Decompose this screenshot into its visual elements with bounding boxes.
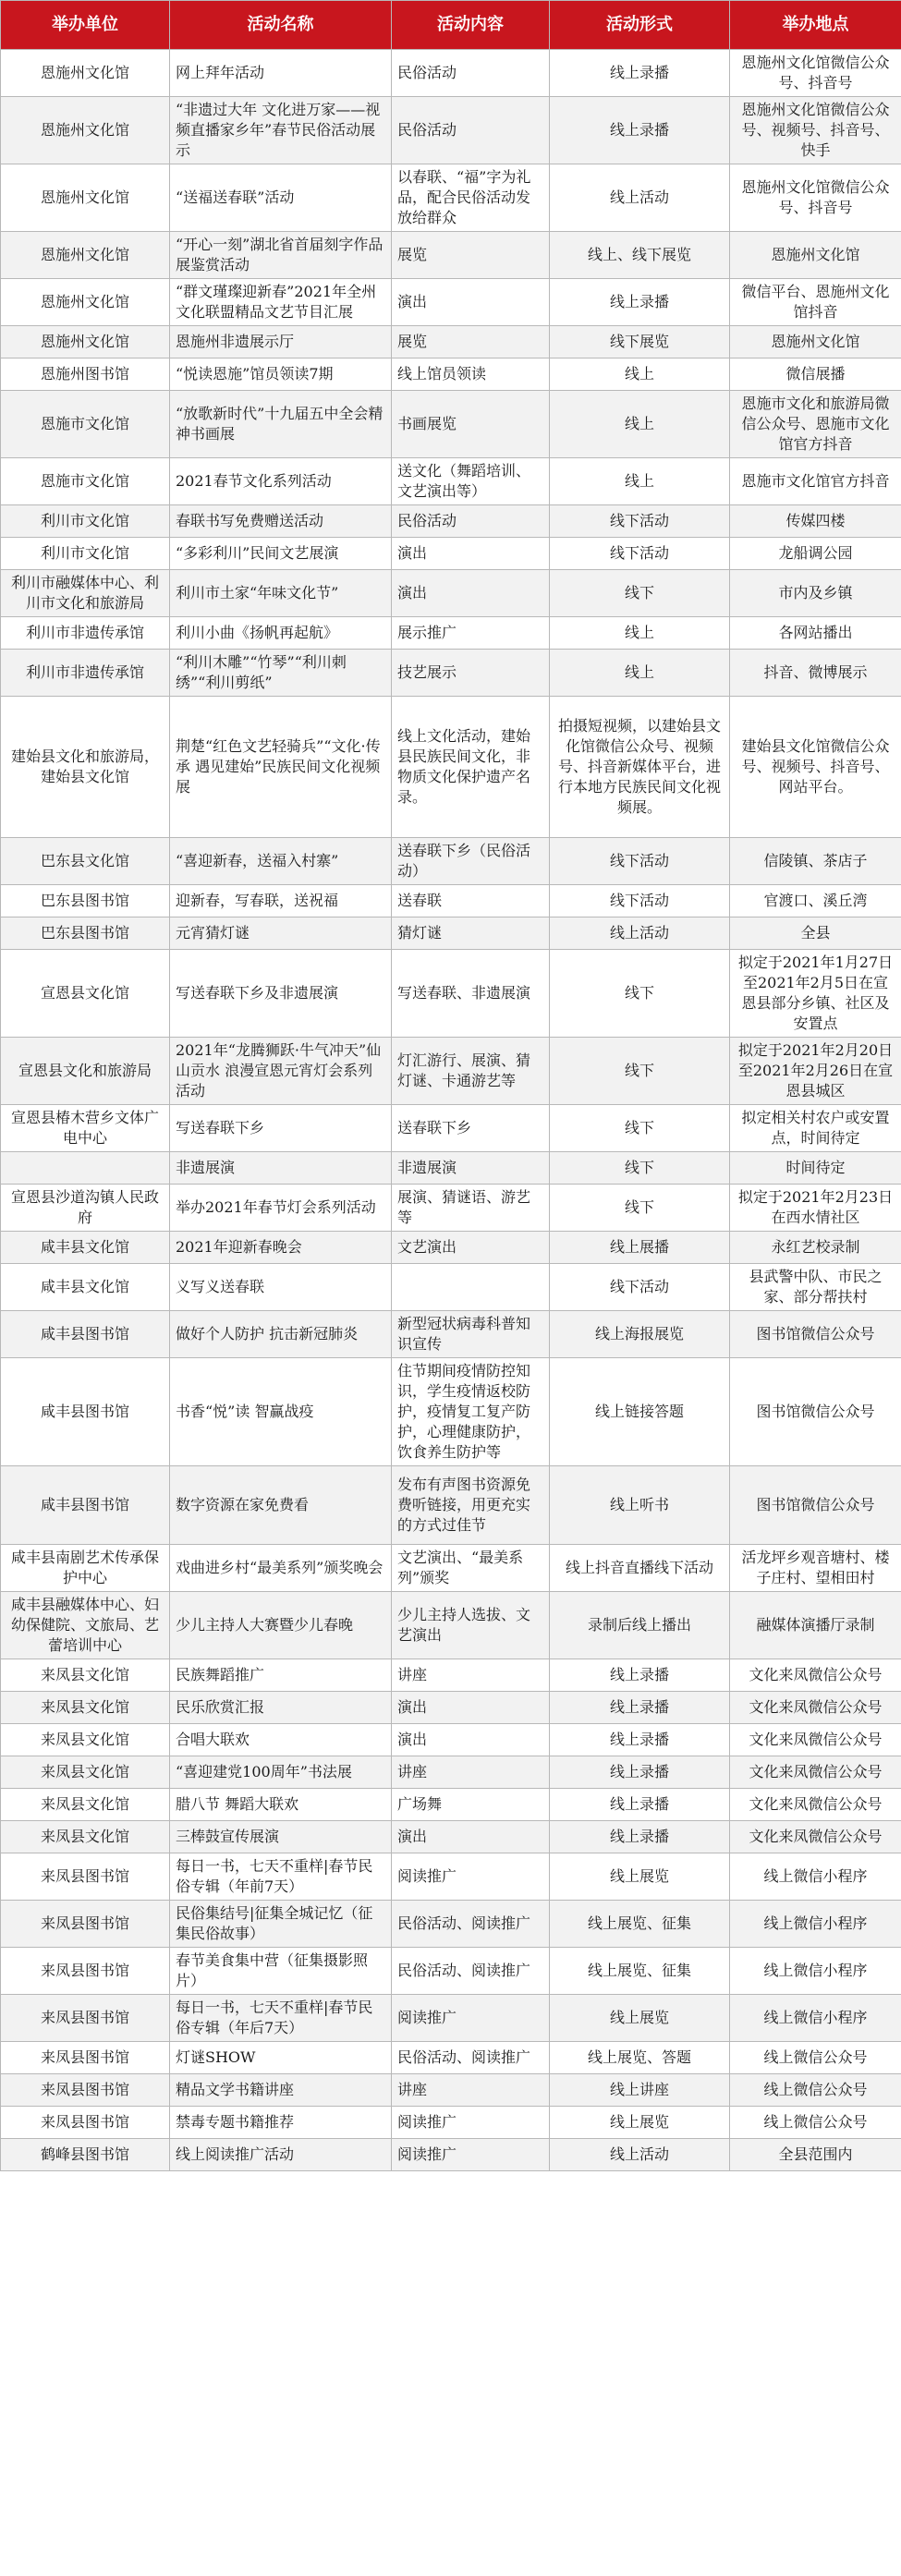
cell-event-location: 线上微信小程序	[730, 1901, 901, 1948]
cell-event-form: 线上	[550, 650, 730, 697]
cell-event-form: 线下活动	[550, 538, 730, 570]
table-row	[1, 917, 901, 950]
cell-event-location: 抖音、微博展示	[730, 650, 901, 697]
cell-event-form: 线上展览	[550, 1853, 730, 1901]
table-row	[1, 1105, 901, 1152]
cell-organizer: 恩施州文化馆	[1, 326, 170, 358]
cell-event-form: 线上听书	[550, 1466, 730, 1545]
cell-event-form: 线上录播	[550, 1724, 730, 1756]
cell-organizer	[1, 1152, 170, 1185]
table-row	[1, 232, 901, 279]
table-row	[1, 50, 901, 97]
table-row	[1, 391, 901, 458]
cell-organizer: 来凤县文化馆	[1, 1756, 170, 1789]
cell-event-form: 线上活动	[550, 2139, 730, 2171]
table-row	[1, 570, 901, 617]
cell-event-content: 民俗活动、阅读推广	[392, 1948, 550, 1995]
cell-event-content: 阅读推广	[392, 2139, 550, 2171]
cell-event-location: 线上微信公众号	[730, 2074, 901, 2107]
cell-event-content: 灯汇游行、展演、猜灯谜、卡通游艺等	[392, 1038, 550, 1105]
table-row	[1, 2107, 901, 2139]
cell-event-name: 荆楚“红色文艺轻骑兵”“文化·传承 遇见建始”民族民间文化视频展	[170, 697, 392, 838]
cell-organizer: 咸丰县融媒体中心、妇幼保健院、文旅局、艺蕾培训中心	[1, 1592, 170, 1659]
cell-event-form: 线上录播	[550, 1821, 730, 1853]
cell-event-name: 2021春节文化系列活动	[170, 458, 392, 505]
cell-event-form: 线上、线下展览	[550, 232, 730, 279]
cell-event-content: 送春联下乡	[392, 1105, 550, 1152]
table-row	[1, 97, 901, 164]
cell-event-form: 线下	[550, 1152, 730, 1185]
cell-organizer: 来凤县文化馆	[1, 1724, 170, 1756]
cell-event-name: “放歌新时代”十九届五中全会精神书画展	[170, 391, 392, 458]
cell-event-location: 拟定于2021年2月20日 至2021年2月26日在宣恩县城区	[730, 1038, 901, 1105]
cell-event-location: 文化来凤微信公众号	[730, 1692, 901, 1724]
cell-organizer: 来凤县文化馆	[1, 1659, 170, 1692]
cell-event-content: 技艺展示	[392, 650, 550, 697]
cell-organizer: 来凤县图书馆	[1, 1853, 170, 1901]
cell-organizer: 咸丰县图书馆	[1, 1311, 170, 1358]
cell-event-content: 送春联下乡（民俗活动）	[392, 838, 550, 885]
cell-event-location: 线上微信公众号	[730, 2107, 901, 2139]
cell-event-content: 演出	[392, 1692, 550, 1724]
cell-event-form: 线上展览	[550, 1995, 730, 2042]
cell-event-location: 信陵镇、茶店子	[730, 838, 901, 885]
cell-organizer: 巴东县图书馆	[1, 885, 170, 917]
cell-event-form: 线上展览、征集	[550, 1901, 730, 1948]
cell-event-form: 线下展览	[550, 326, 730, 358]
table-row	[1, 1692, 901, 1724]
table-row	[1, 1789, 901, 1821]
cell-organizer: 宣恩县沙道沟镇人民政府	[1, 1185, 170, 1232]
cell-event-name: 少儿主持人大赛暨少儿春晚	[170, 1592, 392, 1659]
cell-organizer: 来凤县文化馆	[1, 1821, 170, 1853]
cell-event-name: 每日一书，七天不重样|春节民俗专辑（年后7天）	[170, 1995, 392, 2042]
table-row	[1, 1185, 901, 1232]
table-row	[1, 1901, 901, 1948]
cell-event-content: 展览	[392, 326, 550, 358]
cell-event-form: 线下活动	[550, 1264, 730, 1311]
cell-event-location: 融媒体演播厅录制	[730, 1592, 901, 1659]
table-row	[1, 279, 901, 326]
table-row	[1, 1756, 901, 1789]
cell-event-location: 拟定相关村农户或安置点，时间待定	[730, 1105, 901, 1152]
cell-event-name: 写送春联下乡	[170, 1105, 392, 1152]
cell-event-content: 演出	[392, 570, 550, 617]
cell-organizer: 来凤县图书馆	[1, 2107, 170, 2139]
cell-event-form: 线上讲座	[550, 2074, 730, 2107]
table-row	[1, 1232, 901, 1264]
cell-event-name: “群文瑾璨迎新春”2021年全州文化联盟精品文艺节目汇展	[170, 279, 392, 326]
cell-event-content: 文艺演出	[392, 1232, 550, 1264]
cell-event-content: 猜灯谜	[392, 917, 550, 950]
cell-event-content: 民俗活动	[392, 97, 550, 164]
cell-event-content: 广场舞	[392, 1789, 550, 1821]
cell-organizer: 咸丰县文化馆	[1, 1232, 170, 1264]
cell-event-content: 展示推广	[392, 617, 550, 650]
table-row	[1, 697, 901, 838]
cell-event-content: 讲座	[392, 1659, 550, 1692]
cell-organizer: 来凤县图书馆	[1, 2042, 170, 2074]
cell-event-content: 讲座	[392, 2074, 550, 2107]
cell-event-name: 春联书写免费赠送活动	[170, 505, 392, 538]
cell-event-location: 全县	[730, 917, 901, 950]
cell-event-name: 利川市土家“年味文化节”	[170, 570, 392, 617]
cell-event-name: 义写义送春联	[170, 1264, 392, 1311]
cell-event-form: 线下	[550, 1038, 730, 1105]
cell-organizer: 宣恩县椿木营乡文体广电中心	[1, 1105, 170, 1152]
cell-event-name: “悦读恩施”馆员领读7期	[170, 358, 392, 391]
cell-event-location: 恩施市文化和旅游局微信公众号、恩施市文化馆官方抖音	[730, 391, 901, 458]
cell-event-location: 全县范围内	[730, 2139, 901, 2171]
header-event-name: 活动名称	[170, 1, 392, 50]
table-row	[1, 1038, 901, 1105]
cell-event-location: 文化来凤微信公众号	[730, 1789, 901, 1821]
cell-event-content: 演出	[392, 279, 550, 326]
cell-organizer: 咸丰县南剧艺术传承保护中心	[1, 1545, 170, 1592]
cell-event-content: 线上馆员领读	[392, 358, 550, 391]
cell-event-form: 线上展览	[550, 2107, 730, 2139]
cell-event-form: 线上录播	[550, 279, 730, 326]
cell-event-location: 文化来凤微信公众号	[730, 1821, 901, 1853]
cell-event-name: 精品文学书籍讲座	[170, 2074, 392, 2107]
cell-organizer: 恩施州文化馆	[1, 97, 170, 164]
cell-event-content: 书画展览	[392, 391, 550, 458]
cell-event-name: 数字资源在家免费看	[170, 1466, 392, 1545]
cell-event-form: 线上海报展览	[550, 1311, 730, 1358]
cell-event-location: 活龙坪乡观音塘村、楼子庄村、望相田村	[730, 1545, 901, 1592]
cell-organizer: 咸丰县文化馆	[1, 1264, 170, 1311]
cell-organizer: 建始县文化和旅游局，建始县文化馆	[1, 697, 170, 838]
cell-organizer: 来凤县图书馆	[1, 1948, 170, 1995]
cell-event-location: 恩施市文化馆官方抖音	[730, 458, 901, 505]
cell-organizer: 利川市文化馆	[1, 538, 170, 570]
cell-event-location: 建始县文化馆微信公众号、视频号、抖音号、网站平台。	[730, 697, 901, 838]
cell-event-form: 线上录播	[550, 1692, 730, 1724]
table-row	[1, 458, 901, 505]
cell-event-form: 线下	[550, 950, 730, 1038]
cell-event-location: 恩施州文化馆微信公众号、抖音号	[730, 50, 901, 97]
cell-organizer: 鹤峰县图书馆	[1, 2139, 170, 2171]
cell-organizer: 利川市融媒体中心、利川市文化和旅游局	[1, 570, 170, 617]
cell-event-content: 民俗活动、阅读推广	[392, 2042, 550, 2074]
cell-event-location: 拟定于2021年1月27日 至2021年2月5日在宣恩县部分乡镇、社区及安置点	[730, 950, 901, 1038]
table-row	[1, 1466, 901, 1545]
table-header-row	[1, 1, 901, 50]
cell-event-form: 线上录播	[550, 1789, 730, 1821]
cell-event-name: 民乐欣赏汇报	[170, 1692, 392, 1724]
cell-event-form: 拍摄短视频，以建始县文化馆微信公众号、视频号、抖音新媒体平台，进行本地方民族民间文化视频展。	[550, 697, 730, 838]
cell-event-form: 线上	[550, 358, 730, 391]
cell-event-form: 线下活动	[550, 838, 730, 885]
cell-event-location: 恩施州文化馆微信公众号、抖音号	[730, 164, 901, 232]
cell-event-form: 线上	[550, 391, 730, 458]
cell-event-name: 三棒鼓宣传展演	[170, 1821, 392, 1853]
header-organizer: 举办单位	[1, 1, 170, 50]
cell-event-content: 演出	[392, 1821, 550, 1853]
cell-organizer: 恩施州图书馆	[1, 358, 170, 391]
cell-event-name: 书香“悦”读 智赢战疫	[170, 1358, 392, 1466]
cell-event-content: 发布有声图书资源免费听链接，用更充实的方式过佳节	[392, 1466, 550, 1545]
table-row	[1, 1545, 901, 1592]
cell-event-name: 非遗展演	[170, 1152, 392, 1185]
cell-event-name: 春节美食集中营（征集摄影照片）	[170, 1948, 392, 1995]
cell-event-content: 送文化（舞蹈培训、文艺演出等）	[392, 458, 550, 505]
cell-organizer: 巴东县图书馆	[1, 917, 170, 950]
cell-event-name: 合唱大联欢	[170, 1724, 392, 1756]
cell-event-form: 线下	[550, 1185, 730, 1232]
cell-event-form: 线上录播	[550, 97, 730, 164]
cell-event-content: 阅读推广	[392, 1853, 550, 1901]
cell-event-location: 线上微信小程序	[730, 1853, 901, 1901]
cell-event-content	[392, 1264, 550, 1311]
cell-event-name: “送福送春联”活动	[170, 164, 392, 232]
cell-event-location: 图书馆微信公众号	[730, 1466, 901, 1545]
table-row	[1, 1948, 901, 1995]
cell-event-name: 民俗集结号|征集全城记忆（征集民俗故事）	[170, 1901, 392, 1948]
cell-event-name: 2021年迎新春晚会	[170, 1232, 392, 1264]
cell-event-form: 线上链接答题	[550, 1358, 730, 1466]
cell-event-location: 恩施州文化馆	[730, 232, 901, 279]
cell-event-name: 元宵猜灯谜	[170, 917, 392, 950]
table-row	[1, 1821, 901, 1853]
table-row	[1, 2139, 901, 2171]
cell-organizer: 利川市文化馆	[1, 505, 170, 538]
cell-organizer: 咸丰县图书馆	[1, 1358, 170, 1466]
cell-organizer: 利川市非遗传承馆	[1, 650, 170, 697]
cell-event-content: 送春联	[392, 885, 550, 917]
cell-event-name: 恩施州非遗展示厅	[170, 326, 392, 358]
cell-event-location: 恩施州文化馆微信公众号、视频号、抖音号、快手	[730, 97, 901, 164]
cell-event-location: 文化来凤微信公众号	[730, 1659, 901, 1692]
cell-organizer: 来凤县图书馆	[1, 1901, 170, 1948]
table-row	[1, 838, 901, 885]
cell-event-content: 线上文化活动，建始县民族民间文化，非物质文化保护遗产名录。	[392, 697, 550, 838]
cell-event-name: 灯谜SHOW	[170, 2042, 392, 2074]
cell-event-content: 以春联、“福”字为礼品，配合民俗活动发放给群众	[392, 164, 550, 232]
table-row	[1, 1592, 901, 1659]
cell-event-form: 线上录播	[550, 50, 730, 97]
cell-event-name: 写送春联下乡及非遗展演	[170, 950, 392, 1038]
cell-event-name: “开心一刻”湖北省首届刻字作品展鉴赏活动	[170, 232, 392, 279]
cell-event-location: 线上微信小程序	[730, 1995, 901, 2042]
table-row	[1, 2074, 901, 2107]
cell-event-location: 微信平台、恩施州文化馆抖音	[730, 279, 901, 326]
cell-event-location: 县武警中队、市民之家、部分帮扶村	[730, 1264, 901, 1311]
cell-event-content: 展演、猜谜语、游艺等	[392, 1185, 550, 1232]
cell-event-location: 恩施州文化馆	[730, 326, 901, 358]
cell-event-name: 2021年“龙腾狮跃·牛气冲天”仙山贡水 浪漫宣恩元宵灯会系列活动	[170, 1038, 392, 1105]
cell-event-content: 民俗活动	[392, 50, 550, 97]
cell-event-content: 文艺演出、“最美系列”颁奖	[392, 1545, 550, 1592]
cell-event-name: 线上阅读推广活动	[170, 2139, 392, 2171]
cell-organizer: 恩施市文化馆	[1, 391, 170, 458]
cell-event-name: 禁毒专题书籍推荐	[170, 2107, 392, 2139]
cell-event-content: 民俗活动、阅读推广	[392, 1901, 550, 1948]
cell-event-form: 录制后线上播出	[550, 1592, 730, 1659]
cell-event-form: 线上录播	[550, 1756, 730, 1789]
table-row	[1, 1311, 901, 1358]
cell-event-content: 写送春联、非遗展演	[392, 950, 550, 1038]
cell-event-location: 图书馆微信公众号	[730, 1311, 901, 1358]
cell-organizer: 来凤县文化馆	[1, 1789, 170, 1821]
cell-event-content: 非遗展演	[392, 1152, 550, 1185]
cell-event-content: 阅读推广	[392, 1995, 550, 2042]
cell-event-location: 各网站播出	[730, 617, 901, 650]
cell-event-name: 做好个人防护 抗击新冠肺炎	[170, 1311, 392, 1358]
cell-event-location: 龙船调公园	[730, 538, 901, 570]
cell-event-name: “喜迎新春，送福入村寨”	[170, 838, 392, 885]
table-row	[1, 2042, 901, 2074]
cell-organizer: 咸丰县图书馆	[1, 1466, 170, 1545]
cell-event-content: 新型冠状病毒科普知识宣传	[392, 1311, 550, 1358]
cell-event-name: “利川木雕”“竹琴”“利川刺绣”“利川剪纸”	[170, 650, 392, 697]
cell-event-location: 拟定于2021年2月23日 在西水情社区	[730, 1185, 901, 1232]
table-row	[1, 1152, 901, 1185]
header-event-location: 举办地点	[730, 1, 901, 50]
cell-event-name: 民族舞蹈推广	[170, 1659, 392, 1692]
cell-organizer: 恩施州文化馆	[1, 232, 170, 279]
cell-organizer: 恩施州文化馆	[1, 164, 170, 232]
cell-organizer: 宣恩县文化馆	[1, 950, 170, 1038]
cell-organizer: 来凤县图书馆	[1, 1995, 170, 2042]
table-body	[1, 50, 901, 2171]
cell-event-content: 演出	[392, 538, 550, 570]
cell-event-location: 市内及乡镇	[730, 570, 901, 617]
cell-event-content: 住节期间疫情防控知识，学生疫情返校防护，疫情复工复产防护，心理健康防护，饮食养生防护等	[392, 1358, 550, 1466]
cell-event-form: 线上录播	[550, 1659, 730, 1692]
cell-organizer: 巴东县文化馆	[1, 838, 170, 885]
cell-event-location: 永红艺校录制	[730, 1232, 901, 1264]
cell-event-form: 线上展播	[550, 1232, 730, 1264]
table-row	[1, 1264, 901, 1311]
cell-event-form: 线上	[550, 458, 730, 505]
cell-event-name: 举办2021年春节灯会系列活动	[170, 1185, 392, 1232]
cell-event-content: 演出	[392, 1724, 550, 1756]
cell-event-content: 民俗活动	[392, 505, 550, 538]
cell-organizer: 恩施州文化馆	[1, 279, 170, 326]
table-row	[1, 326, 901, 358]
cell-event-name: 每日一书，七天不重样|春节民俗专辑（年前7天）	[170, 1853, 392, 1901]
table-row	[1, 164, 901, 232]
cell-event-location: 文化来凤微信公众号	[730, 1724, 901, 1756]
cell-event-form: 线下活动	[550, 505, 730, 538]
cell-event-name: “喜迎建党100周年”书法展	[170, 1756, 392, 1789]
table-row	[1, 950, 901, 1038]
cell-event-form: 线下	[550, 570, 730, 617]
cell-event-form: 线上活动	[550, 917, 730, 950]
cell-event-name: 腊八节 舞蹈大联欢	[170, 1789, 392, 1821]
cell-organizer: 恩施市文化馆	[1, 458, 170, 505]
header-event-content: 活动内容	[392, 1, 550, 50]
cell-event-location: 官渡口、溪丘湾	[730, 885, 901, 917]
cell-event-name: 利川小曲《扬帆再起航》	[170, 617, 392, 650]
table-row	[1, 1853, 901, 1901]
cell-event-location: 传媒四楼	[730, 505, 901, 538]
cell-event-form: 线上展览、征集	[550, 1948, 730, 1995]
cell-event-form: 线上展览、答题	[550, 2042, 730, 2074]
cell-event-content: 阅读推广	[392, 2107, 550, 2139]
cell-event-form: 线下活动	[550, 885, 730, 917]
cell-event-content: 少儿主持人选拔、文艺演出	[392, 1592, 550, 1659]
table-row	[1, 358, 901, 391]
cell-event-form: 线上活动	[550, 164, 730, 232]
table-row	[1, 1358, 901, 1466]
header-event-form: 活动形式	[550, 1, 730, 50]
cell-event-name: “多彩利川”民间文艺展演	[170, 538, 392, 570]
cell-event-content: 展览	[392, 232, 550, 279]
cell-organizer: 来凤县文化馆	[1, 1692, 170, 1724]
cell-event-form: 线下	[550, 1105, 730, 1152]
table-row	[1, 885, 901, 917]
table-row	[1, 1995, 901, 2042]
table-row	[1, 538, 901, 570]
cell-event-location: 线上微信小程序	[730, 1948, 901, 1995]
cell-event-location: 图书馆微信公众号	[730, 1358, 901, 1466]
cell-event-form: 线上抖音直播线下活动	[550, 1545, 730, 1592]
cell-organizer: 来凤县图书馆	[1, 2074, 170, 2107]
table-row	[1, 617, 901, 650]
cell-event-name: 戏曲进乡村“最美系列”颁奖晚会	[170, 1545, 392, 1592]
cell-organizer: 宣恩县文化和旅游局	[1, 1038, 170, 1105]
cell-event-location: 微信展播	[730, 358, 901, 391]
cell-event-location: 线上微信公众号	[730, 2042, 901, 2074]
cell-event-content: 讲座	[392, 1756, 550, 1789]
cell-event-name: 迎新春，写春联，送祝福	[170, 885, 392, 917]
cell-event-name: 网上拜年活动	[170, 50, 392, 97]
table-row	[1, 1724, 901, 1756]
table-row	[1, 650, 901, 697]
table-row	[1, 1659, 901, 1692]
cell-organizer: 利川市非遗传承馆	[1, 617, 170, 650]
table-row	[1, 505, 901, 538]
cell-organizer: 恩施州文化馆	[1, 50, 170, 97]
cell-event-location: 时间待定	[730, 1152, 901, 1185]
cell-event-form: 线上	[550, 617, 730, 650]
cell-event-location: 文化来凤微信公众号	[730, 1756, 901, 1789]
cell-event-name: “非遗过大年 文化进万家——视频直播家乡年”春节民俗活动展示	[170, 97, 392, 164]
